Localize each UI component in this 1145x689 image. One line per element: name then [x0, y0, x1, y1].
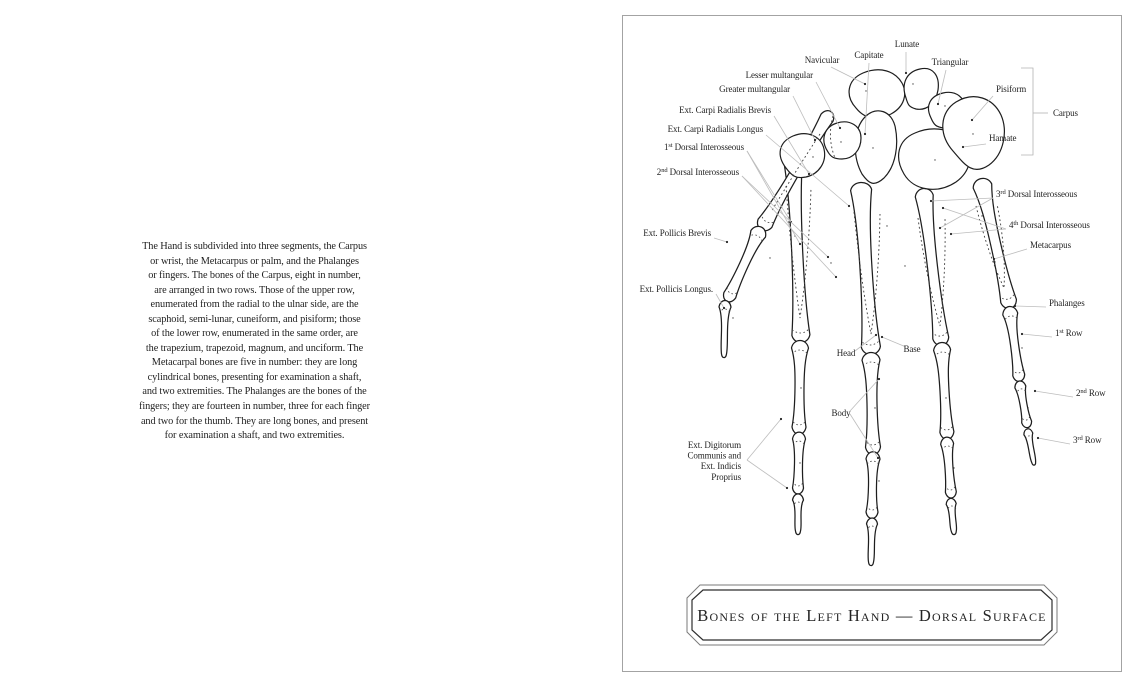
label-metacarpus: Metacarpus	[1030, 240, 1071, 250]
leader-dot	[1037, 437, 1039, 439]
leader-dot	[723, 307, 725, 309]
description-line: or fingers. The bones of the Carpus, eight in number,	[148, 270, 361, 282]
texture-dot	[800, 387, 801, 388]
label-ext-digitorum-communis: Ext. Digitorum Communis and Ext. Indicis Proprius	[687, 440, 741, 482]
label-greater-multangular: Greater multangular	[719, 84, 790, 94]
label-navicular: Navicular	[804, 55, 840, 65]
label-lunate: Lunate	[894, 39, 920, 49]
label-base: Base	[903, 344, 921, 354]
texture-dot	[994, 261, 995, 262]
description-line: Metacarpal bones are five in number: they are long	[151, 357, 358, 369]
texture-dot	[865, 90, 866, 91]
caption-box	[687, 585, 1057, 645]
texture-dot	[934, 159, 935, 160]
carpus-bracket	[1021, 68, 1033, 155]
leader-line-ext-digitorum-communis	[747, 419, 781, 460]
leader-line-base	[882, 337, 906, 347]
bone-little-proximal-phalanx	[1003, 306, 1025, 381]
label-ext-carpi-radialis-longus: Ext. Carpi Radialis Longus	[667, 124, 763, 134]
label-head: Head	[836, 348, 856, 358]
leader-dot	[814, 139, 816, 141]
label-body: Body	[831, 408, 851, 418]
leader-dot	[1034, 390, 1036, 392]
leader-dot	[905, 72, 907, 74]
description-line: cylindrical bones, presenting for examination a shaft,	[147, 371, 362, 383]
anatomy-panel	[622, 15, 1122, 672]
description-text	[107, 240, 402, 444]
texture-dot	[769, 257, 770, 258]
leader-dot	[848, 205, 850, 207]
label-triangular: Triangular	[931, 57, 969, 67]
texture-dot	[840, 141, 841, 142]
texture-dot	[886, 225, 887, 226]
leader-dot	[993, 258, 995, 260]
leader-dot	[877, 457, 879, 459]
label-carpus: Carpus	[1053, 108, 1078, 118]
leader-dot	[1021, 333, 1023, 335]
texture-dot	[872, 147, 873, 148]
bone-index-distal-phalanx	[793, 494, 804, 535]
leader-dot	[780, 418, 782, 420]
texture-dot	[972, 133, 973, 134]
texture-dot	[1021, 347, 1022, 348]
hand-diagram	[623, 16, 1121, 671]
texture-dot	[904, 265, 905, 266]
label-pisiform: Pisiform	[996, 84, 1027, 94]
texture-dot	[912, 83, 913, 84]
leader-dot	[878, 378, 880, 380]
bone-ring-distal-phalanx	[946, 498, 956, 534]
label-dorsal-interosseous-4: 4th Dorsal Interosseous	[1009, 219, 1090, 230]
bone-middle-distal-phalanx	[867, 518, 878, 566]
description-line: The Hand is subdivided into three segments, the Carpus	[142, 241, 367, 252]
leader-line-phalanges	[1015, 306, 1046, 307]
texture-dot	[945, 397, 946, 398]
label-ext-carpi-radialis-brevis: Ext. Carpi Radialis Brevis	[679, 105, 771, 115]
leader-dot	[835, 276, 837, 278]
leader-line-row-1	[1022, 334, 1052, 337]
leader-dot	[864, 133, 866, 135]
leader-line-dorsal-interosseous-4	[943, 208, 1006, 229]
label-row-3: 3rd Row	[1073, 434, 1102, 445]
label-ext-pollicis-brevis: Ext. Pollicis Brevis	[643, 228, 711, 238]
leader-line-ext-digitorum-communis	[747, 460, 787, 488]
description-line: and two extremities. The Phalanges are the bones of the	[142, 386, 367, 398]
label-lesser-multangular: Lesser multangular	[745, 70, 813, 80]
texture-dot	[944, 105, 945, 106]
leader-dot	[937, 103, 939, 105]
bone-little-distal-phalanx	[1024, 429, 1036, 465]
texture-dot	[878, 480, 879, 481]
label-dorsal-interosseous-2: 2nd Dorsal Interosseous	[656, 166, 739, 177]
description-line: the trapezium, trapezoid, magnum, and unciform. The	[145, 342, 364, 354]
carpal-lesser-multangular	[824, 122, 861, 159]
texture-dot	[830, 262, 831, 263]
bone-index-middle-phalanx	[793, 432, 806, 494]
leader-dot	[930, 200, 932, 202]
description-line: for examination a shaft, and two extremities.	[164, 430, 345, 442]
leader-dot	[799, 243, 801, 245]
leader-dot	[939, 227, 941, 229]
leader-dot	[950, 233, 952, 235]
leader-line-row-2	[1035, 391, 1073, 397]
bone-metacarpal-4	[915, 188, 948, 345]
bone-index-proximal-phalanx	[792, 340, 809, 434]
bone-middle-middle-phalanx	[866, 452, 880, 519]
leader-lines-group	[714, 52, 1073, 489]
texture-dot	[1027, 407, 1028, 408]
leader-dot	[1014, 305, 1016, 307]
texture-dot	[874, 407, 875, 408]
label-dorsal-interosseous-1: 1st Dorsal Interosseous	[663, 141, 744, 152]
label-row-1: 1st Row	[1055, 327, 1083, 338]
description-line: and two for the thumb. They are long bones, and present	[140, 415, 369, 427]
description-line: scaphoid, semi-lunar, cuneiform, and pisiform; those	[148, 313, 361, 325]
label-row-2: 2nd Row	[1076, 387, 1106, 398]
bone-middle-proximal-phalanx	[862, 353, 881, 455]
leader-dot	[827, 256, 829, 258]
bone-thumb-proximal-phalanx	[724, 226, 766, 302]
label-dorsal-interosseous-3: 3rd Dorsal Interosseous	[996, 188, 1078, 199]
leader-dot	[726, 241, 728, 243]
bone-thumb-distal-phalanx	[719, 301, 731, 358]
leader-dot	[962, 146, 964, 148]
leader-dot	[875, 334, 877, 336]
description-line: or wrist, the Metacarpus or palm, and the Phalanges	[150, 255, 359, 267]
texture-dot	[981, 215, 982, 216]
leader-dot	[971, 119, 973, 121]
texture-dot	[953, 467, 954, 468]
leader-line-row-3	[1038, 438, 1070, 444]
description-line: of the lower row, enumerated in the same order, are	[151, 328, 358, 340]
leader-dot	[864, 83, 866, 85]
label-ext-pollicis-longus: Ext. Pollicis Longus.	[639, 284, 713, 294]
carpus-bracket-group	[1021, 68, 1078, 155]
leader-line-ext-pollicis-brevis	[714, 238, 727, 242]
label-capitate: Capitate	[854, 50, 884, 60]
leader-dot	[942, 207, 944, 209]
description-line: enumerated from the radial to the ulnar side, are the	[150, 299, 359, 311]
description-line: fingers; they are fourteen in number, three for each finger	[139, 401, 370, 413]
bone-metacarpal-3	[851, 182, 881, 354]
texture-dot	[799, 462, 800, 463]
leader-dot	[786, 487, 788, 489]
carpal-capitate	[855, 111, 896, 184]
description-line: are arranged in two rows. Those of the upper row,	[154, 284, 355, 296]
texture-dot	[732, 317, 733, 318]
leader-dot	[808, 173, 810, 175]
bone-ring-proximal-phalanx	[934, 342, 954, 439]
bone-little-middle-phalanx	[1015, 381, 1032, 428]
label-phalanges: Phalanges	[1049, 298, 1085, 308]
caption-text: Bones of the Left Hand — Dorsal Surface	[697, 606, 1047, 625]
leader-dot	[881, 336, 883, 338]
label-hamate: Hamate	[989, 133, 1017, 143]
texture-dot	[812, 156, 813, 157]
leader-dot	[839, 127, 841, 129]
